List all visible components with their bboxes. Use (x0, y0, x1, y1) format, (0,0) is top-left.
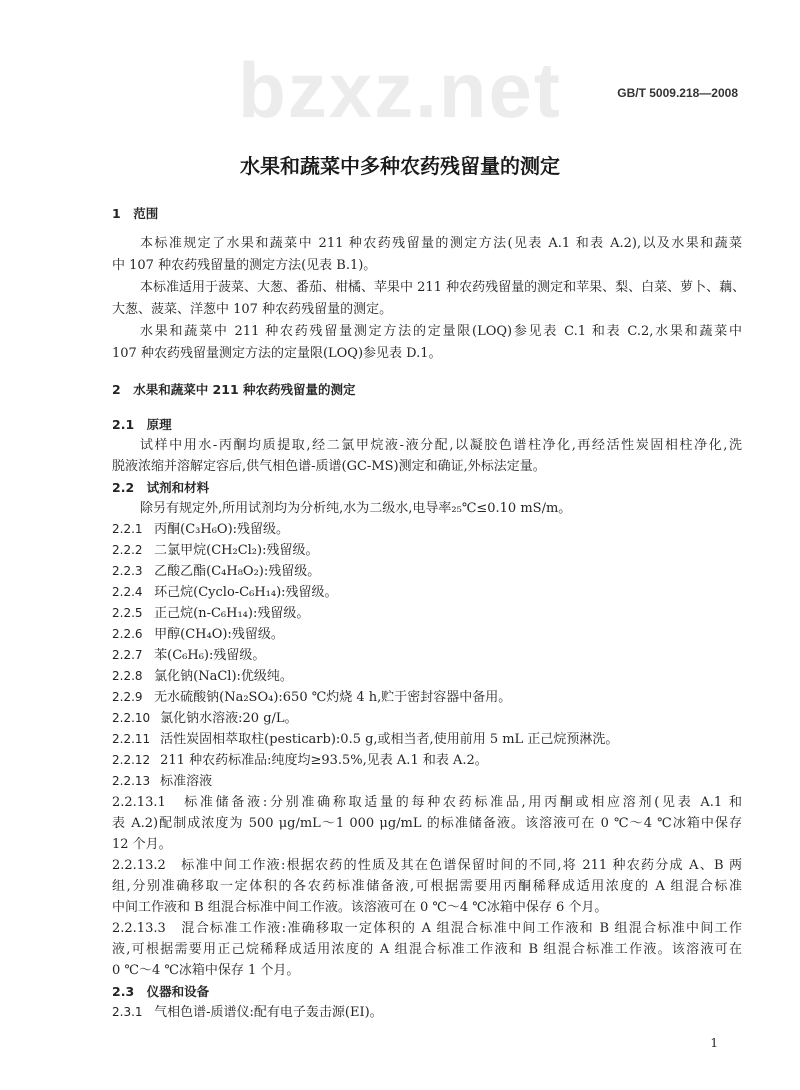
watermark: bzxz.net (238, 48, 562, 132)
item-text: 标准溶液 (160, 774, 213, 789)
paragraph-line: 水果和蔬菜中 211 种农药残留量测定方法的定量限(LOQ)参见表 C.1 和表 C.2,水果和蔬菜中 (140, 324, 742, 339)
list-item (112, 729, 742, 750)
paragraph-line: 中间工作液和 B 组混合标准中间工作液。该溶液可在 0 ℃～4 ℃冰箱中保存 6 个月。 (112, 900, 608, 915)
paragraph-line: 试样中用水-丙酮均质提取,经二氯甲烷液-液分配,以凝胶色谱柱净化,再经活性炭固相柱净化,洗 (140, 438, 742, 453)
item-text: 丙酮(C₃H₆O):残留级。 (154, 522, 290, 537)
item-number: 2.2.9 (112, 690, 143, 704)
list-item (112, 519, 742, 540)
paragraph-line: 2.2.13.2 标准中间工作液:根据农药的性质及其在色谱保留时间的不同,将 211 种农药分成 A、B 两 (112, 858, 742, 873)
item-text: 乙酸乙酯(C₄H₈O₂):残留级。 (154, 564, 321, 579)
item-text: 无水硫酸钠(Na₂SO₄):650 ℃灼烧 4 h,贮于密封容器中备用。 (154, 690, 512, 705)
paragraph-line: 液,可根据需要用正己烷稀释成适用浓度的 A 组混合标准工作液和 B 组混合标准工作液。该溶液可在 (112, 942, 742, 957)
list-item (112, 750, 742, 771)
paragraph-line: 除另有规定外,所用试剂均为分析纯,水为二级水,电导率₂₅℃≤0.10 mS/m。 (140, 501, 572, 516)
paragraph-line: 12 个月。 (112, 837, 172, 852)
item-number: 2.2.1 (112, 522, 143, 536)
item-number: 2.2.3 (112, 564, 143, 578)
list-item (112, 624, 742, 645)
list-item (112, 771, 742, 792)
item-number: 2.2.10 (112, 711, 151, 725)
paragraph-line: 107 种农药残留量测定方法的定量限(LOQ)参见表 D.1。 (112, 346, 442, 361)
paragraph-line: 组,分别准确移取一定体积的各农药标准储备液,可根据需要用丙酮稀释成适用浓度的 A 组混合标准 (112, 879, 742, 894)
item-number: 2.2.5 (112, 606, 143, 620)
list-item (112, 666, 742, 687)
item-text: 苯(C₆H₆):残留级。 (154, 648, 266, 663)
list-item (112, 603, 742, 624)
paragraph-line: 2.2.13.3 混合标准工作液:准确移取一定体积的 A 组混合标准中间工作液和 B 组混合标准中间工作 (112, 921, 742, 936)
subsection-heading: 2.2 试剂和材料 (112, 480, 210, 495)
paragraph-line: 0 ℃～4 ℃冰箱中保存 1 个月。 (112, 963, 300, 978)
item-text: 211 种农药标准品:纯度均≥93.5%,见表 A.1 和表 A.2。 (160, 753, 488, 768)
paragraph-line: 本标准规定了水果和蔬菜中 211 种农药残留量的测定方法(见表 A.1 和表 A.2),以及水果和蔬菜 (140, 236, 742, 251)
list-item (112, 1002, 742, 1023)
item-number: 2.2.8 (112, 669, 143, 683)
section-scope (112, 203, 746, 365)
reagent-list (112, 519, 742, 792)
subsection-heading: 2.3 仪器和设备 (112, 984, 210, 999)
paragraph-line: 2.2.13.1 标准储备液:分别准确称取适量的每种农药标准品,用丙酮或相应溶剂(见表 A.1 和 (112, 795, 742, 810)
list-item (112, 540, 742, 561)
item-text: 甲醇(CH₄O):残留级。 (154, 627, 284, 642)
paragraph-line: 表 A.2)配制成浓度为 500 μg/mL～1 000 μg/mL 的标准储备液。该溶液可在 0 ℃～4 ℃冰箱中保存 (112, 816, 742, 831)
item-number: 2.2.7 (112, 648, 143, 662)
item-number: 2.2.11 (112, 732, 151, 746)
list-item (112, 561, 742, 582)
paragraph-line: 脱液浓缩并溶解定容后,供气相色谱-质谱(GC-MS)测定和确证,外标法定量。 (112, 459, 546, 474)
item-number: 2.2.6 (112, 627, 143, 641)
item-number: 2.2.12 (112, 753, 151, 767)
list-item (112, 582, 742, 603)
document-body (112, 203, 746, 1023)
item-text: 氯化钠(NaCl):优级纯。 (154, 669, 293, 684)
document-title: 水果和蔬菜中多种农药残留量的测定 (240, 154, 560, 178)
item-number: 2.2.13 (112, 774, 151, 788)
paragraph-line: 本标准适用于菠菜、大葱、番茄、柑橘、苹果中 211 种农药残留量的测定和苹果、梨、白菜、萝卜、藕、 (140, 280, 746, 295)
item-text: 环己烷(Cyclo-C₆H₁₄):残留级。 (154, 585, 338, 600)
paragraph-line: 大葱、菠菜、洋葱中 107 种农药残留量的测定。 (112, 302, 393, 317)
subsection-heading: 2.1 原理 (112, 417, 172, 432)
item-number: 2.2.4 (112, 585, 143, 599)
section-heading: 1 范围 (112, 206, 159, 221)
standard-number: GB/T 5009.218—2008 (617, 86, 738, 100)
item-text: 活性炭固相萃取柱(pesticarb):0.5 g,或相当者,使用前用 5 mL 正己烷预淋洗。 (160, 732, 619, 747)
paragraph-line: 中 107 种农药残留量的测定方法(见表 B.1)。 (112, 258, 377, 273)
item-text: 二氯甲烷(CH₂Cl₂):残留级。 (154, 543, 319, 558)
list-item (112, 645, 742, 666)
list-item (112, 708, 742, 729)
item-text: 正己烷(n-C₆H₁₄):残留级。 (154, 606, 310, 621)
page-number: 1 (710, 1036, 718, 1050)
item-number: 2.3.1 (112, 1005, 143, 1019)
section-heading: 2 水果和蔬菜中 211 种农药残留量的测定 (112, 382, 356, 397)
item-text: 氯化钠水溶液:20 g/L。 (160, 711, 298, 726)
item-number: 2.2.2 (112, 543, 143, 557)
list-item (112, 687, 742, 708)
item-text: 气相色谱-质谱仪:配有电子轰击源(EI)。 (154, 1005, 383, 1020)
